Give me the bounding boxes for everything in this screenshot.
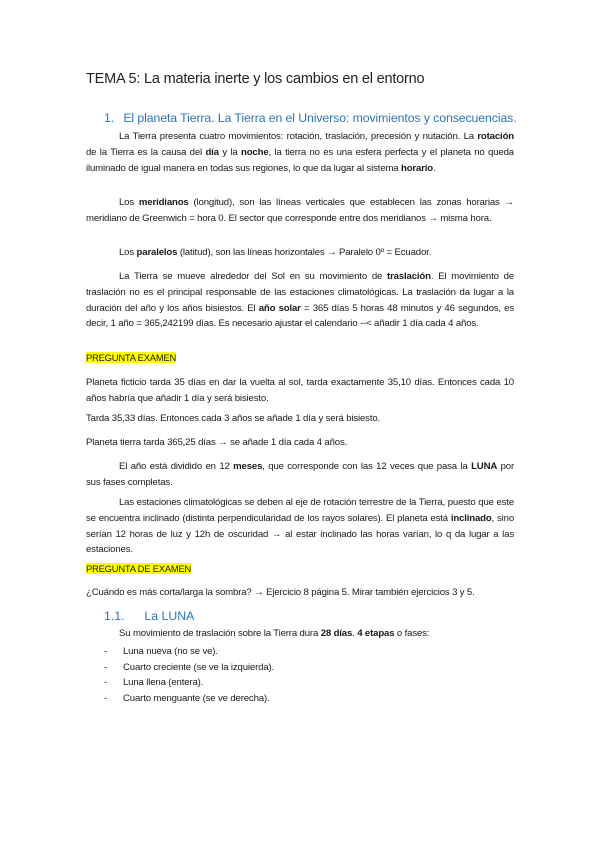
text-run: , la tierra no es una esfera perfecta y el planeta no queda iluminado de igual manera en todas sus regiones, lo que da lugar al sistema (86, 146, 514, 174)
dash-marker: - (104, 692, 108, 704)
bold-paralelos: paralelos (136, 247, 178, 258)
moon-phases-list (104, 644, 274, 706)
text-run: o fases: (394, 628, 430, 639)
bold-horario: horario (401, 162, 433, 174)
paragraph-35-33: Tarda 35,33 días. Entonces cada 3 años se añade 1 día y será bisiesto. (86, 413, 381, 424)
section-1-number: 1. (104, 111, 115, 125)
list-item (104, 675, 274, 691)
exam-label-2 (86, 561, 514, 578)
document-title: TEMA 5: La materia inerte y los cambios en el entorno (86, 71, 425, 87)
dash-marker: - (104, 661, 108, 673)
text-run: y la (218, 146, 242, 158)
paragraph-translation (86, 269, 514, 332)
list-item-text: Cuarto creciente (se ve la izquierda). (123, 661, 275, 673)
exam-highlight: PREGUNTA EXAMEN (86, 352, 177, 363)
text-run: La Tierra se mueve alrededor del Sol en su movimiento de (119, 271, 388, 282)
bold-luna: LUNA (471, 461, 498, 472)
bold-inclinado: inclinado (450, 512, 492, 524)
list-item (104, 644, 274, 660)
text-run: . El movimiento de traslación no es el principal responsable de las estaciones climatológicas. La traslación da lugar a la duración del año y los años bisiestos. El (86, 271, 515, 314)
dash-marker: - (104, 677, 108, 688)
list-item-text: Cuarto menguante (se ve derecha). (123, 692, 270, 704)
text-run: Las estaciones climatológicas se deben al eje de rotación terrestre de la Tierra, puesto que este se encuentra inclinado (distinta perpendicularidad de los rayos solares). El planeta está (86, 497, 514, 524)
paragraph-parallels (86, 245, 514, 261)
text-run: . (433, 162, 436, 174)
dash-marker: - (104, 646, 108, 657)
text-run: por sus fases completas. (86, 461, 514, 488)
text-run: de la Tierra es la causa del (86, 146, 206, 158)
paragraph-movements (86, 129, 514, 176)
exam-label-1 (86, 350, 514, 367)
bold-traslacion: traslación (387, 271, 431, 282)
section-1-title: El planeta Tierra. La Tierra en el Universo: movimientos y consecuencias. (123, 111, 517, 125)
text-run: La Tierra presenta cuatro movimientos: rotación, traslación, precesión y nutación. La (119, 131, 478, 142)
paragraph-earth-365: Planeta tierra tarda 365,25 días → se añade 1 día cada 4 años. (86, 437, 348, 448)
text-run: El año está dividido en 12 (119, 461, 234, 472)
bold-noche: noche (241, 146, 269, 158)
exam-highlight: PREGUNTA DE EXAMEN (86, 563, 192, 574)
bold-28-dias: 28 días (320, 628, 353, 639)
paragraph-shadow: ¿Cuándo es más corta/larga la sombra? → Ejercicio 8 página 5. Mirar también ejercicios 3 y 5. (86, 587, 475, 598)
bold-4-etapas: 4 etapas (357, 628, 395, 639)
bold-meses: meses (233, 461, 263, 472)
list-item (104, 660, 274, 676)
paragraph-moon (119, 626, 514, 642)
list-item-text: Luna nueva (no se ve). (123, 646, 218, 657)
list-item (104, 691, 274, 707)
paragraph-meridians (86, 195, 514, 227)
section-1-1-heading (104, 609, 194, 623)
list-item-text: Luna llena (entera). (123, 677, 204, 688)
text-run: (longitud), son las líneas verticales que establecen las zonas horarias → meridiano de Greenwich = hora 0. El sector que corresponde entre dos meridianos → misma hora. (86, 197, 514, 224)
section-1-1-title: La LUNA (144, 609, 195, 623)
bold-meridianos: meridianos (138, 197, 189, 208)
section-1-1-number: 1.1. (104, 609, 125, 623)
bold-rotacion: rotación (477, 131, 514, 142)
section-1-heading (104, 111, 517, 125)
text-run: , que corresponde con las 12 veces que pasa la (262, 461, 472, 472)
text-run: = 365 días 5 horas 48 minutos y 46 segundos, es decir, 1 año = 365,242199 días. Es necesario ajustar el calendario --< añadir 1 día cada 4 años. (86, 302, 514, 330)
text-run: Los (119, 247, 137, 258)
paragraph-seasons (86, 495, 514, 558)
text-run: Los (119, 197, 139, 208)
bold-dia: día (205, 146, 219, 158)
paragraph-months (86, 459, 514, 491)
text-run: Su movimiento de traslación sobre la Tierra dura (119, 628, 321, 639)
text-run: . (352, 628, 358, 639)
text-run: (latitud), son las líneas horizontales → Paralelo 0º = Ecuador. (177, 247, 432, 258)
bold-ano-solar: año solar (258, 302, 301, 314)
paragraph-fictional-planet: Planeta ficticio tarda 35 días en dar la vuelta al sol, tarda exactamente 35,10 días. Entonces cada 10 años habría que añadir 1 día y será bisiesto. (86, 377, 514, 404)
text-run: , sino serían 12 horas de luz y 12h de oscuridad → al estar inclinado las horas varían, lo q da lugar a las estaciones. (86, 512, 515, 556)
